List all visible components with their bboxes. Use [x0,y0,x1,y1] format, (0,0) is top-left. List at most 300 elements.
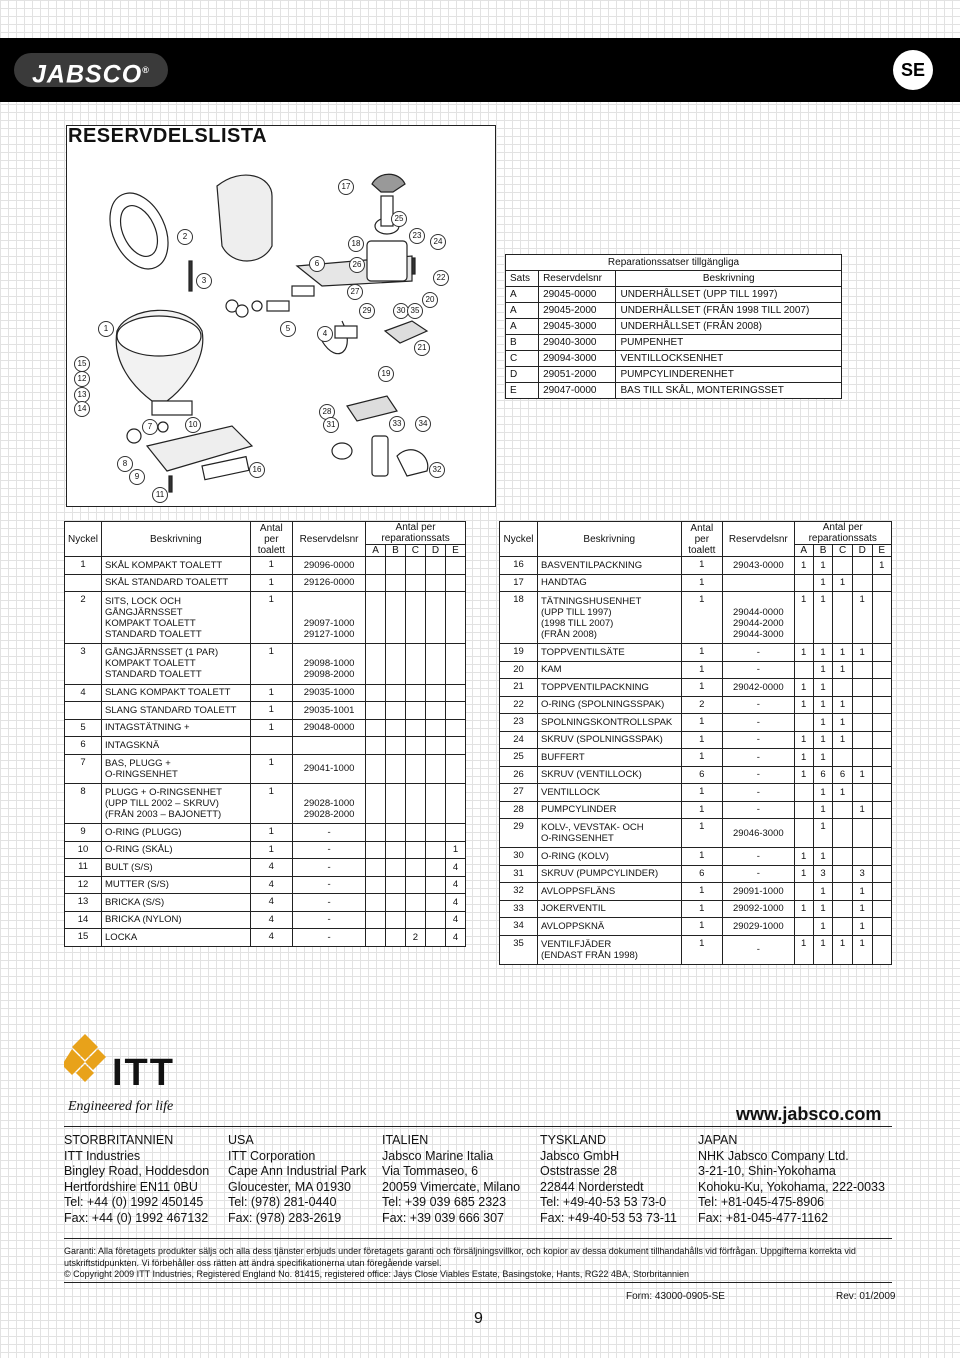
parts-cell-kit [405,644,425,685]
parts-cell-d: PUMPCYLINDER [537,801,681,819]
parts-cell-d: KOLV-, VEVSTAK- OCH O-RINGSENHET [537,819,681,848]
parts-cell-kit [425,859,445,877]
parts-cell-q: 1 [250,841,292,859]
kits-header-cell: Reservdelsnr [539,271,616,287]
parts-cell-q: 4 [250,911,292,929]
kit-cell: UNDERHÅLLSET (UPP TILL 1997) [616,287,842,303]
parts-cell-kit [405,684,425,702]
parts-cell-kit: 6 [833,766,853,784]
parts-cell-kit: 2 [405,929,425,947]
parts-row [65,841,466,859]
callout-19: 19 [378,366,394,382]
kit-letter: D [425,545,445,557]
parts-cell-kit: 1 [794,766,813,784]
parts-cell-kit: 1 [833,644,853,662]
parts-cell-q: 1 [681,644,723,662]
itt-logo-mark [64,1032,106,1084]
parts-row [65,592,466,644]
parts-cell-kit: 1 [852,644,872,662]
parts-row [65,754,466,783]
copyright-text: © Copyright 2009 ITT Industries, Registered England No. 81415, registered office: Jays Close Viables Estate, Basingstoke, Hants, RG22 4BA, Storbritannien [64,1269,689,1279]
parts-cell-p: - [723,661,794,679]
parts-cell-kit [852,731,872,749]
parts-cell-d: JOKERVENTIL [537,900,681,918]
kit-letter: B [813,545,832,557]
parts-cell-p: - [723,766,794,784]
callout-7: 7 [142,419,158,435]
kit-letter: C [405,545,425,557]
parts-cell-kit: 1 [833,935,853,964]
parts-header-row [65,522,466,545]
parts-cell-k: 25 [500,749,538,767]
parts-cell-kit [385,592,405,644]
kits-header-cell: Sats [506,271,539,287]
parts-cell-q: 1 [681,714,723,732]
divider [64,1238,892,1239]
parts-cell-kit [446,574,466,592]
divider [64,1282,892,1283]
legal-notice [64,1246,894,1281]
parts-cell-kit [446,644,466,685]
parts-cell-kit: 1 [813,935,832,964]
parts-cell-q: 6 [681,766,723,784]
parts-cell-d: SKRUV (VENTILLOCK) [537,766,681,784]
callout-18: 18 [348,236,364,252]
parts-cell-kit: 1 [813,696,832,714]
kit-row [506,367,842,383]
parts-cell-p: 29048-0000 [293,719,366,737]
parts-cell-kit [833,900,853,918]
office-column [382,1133,520,1227]
parts-cell-q: 1 [250,574,292,592]
callout-24: 24 [430,234,446,250]
parts-cell-kit: 1 [446,841,466,859]
parts-cell-kit: 1 [833,714,853,732]
parts-cell-kit [833,749,853,767]
parts-cell-kit [425,702,445,720]
itt-tagline: Engineered for life [68,1099,174,1114]
office-line: Gloucester, MA 01930 [228,1179,351,1194]
parts-row [65,644,466,685]
parts-cell-kit: 1 [794,557,813,575]
parts-cell-kit: 1 [833,696,853,714]
parts-cell-p: 29092-1000 [723,900,794,918]
office-line: Cape Ann Industrial Park [228,1164,367,1179]
parts-cell-q: 6 [681,865,723,883]
parts-cell-kit: 3 [813,865,832,883]
office-line: NHK Jabsco Company Ltd. [698,1148,849,1163]
parts-cell-p: - [723,731,794,749]
parts-cell-kit: 1 [833,574,853,592]
parts-cell-kit: 1 [794,749,813,767]
parts-cell-kit [872,766,892,784]
parts-cell-kit: 1 [813,714,832,732]
parts-cell-kit [872,661,892,679]
parts-cell-d: BAS, PLUGG + O-RINGSENHET [102,754,251,783]
kit-letter: C [833,545,853,557]
parts-cell-kit: 1 [852,801,872,819]
kit-cell: B [506,335,539,351]
parts-cell-kit [425,684,445,702]
office-column [698,1133,885,1227]
parts-cell-k: 13 [65,894,102,912]
parts-cell-kit [425,929,445,947]
parts-cell-d: O-RING (SKÅL) [102,841,251,859]
parts-cell-d: SKÅL STANDARD TOALETT [102,574,251,592]
parts-cell-kit [405,841,425,859]
parts-cell-kit [366,894,386,912]
parts-cell-kit [833,848,853,866]
parts-cell-kit [405,702,425,720]
callout-2: 2 [177,229,193,245]
parts-cell-kit [425,719,445,737]
parts-cell-kit [405,737,425,755]
parts-cell-k: 23 [500,714,538,732]
parts-cell-q: 1 [681,918,723,936]
kit-letter: B [385,545,405,557]
parts-cell-k: 12 [65,876,102,894]
parts-row [65,929,466,947]
parts-row [65,557,466,575]
parts-cell-k: 22 [500,696,538,714]
parts-cell-kit: 6 [813,766,832,784]
parts-cell-kit: 1 [813,574,832,592]
callout-3: 3 [196,273,212,289]
parts-header-qty: Antal per toalett [250,522,292,557]
parts-cell-kit [405,574,425,592]
parts-cell-kit [385,557,405,575]
parts-row [65,702,466,720]
parts-cell-kit [405,557,425,575]
parts-cell-kit [366,557,386,575]
parts-row [65,911,466,929]
parts-cell-kit [385,894,405,912]
parts-cell-q: 4 [250,859,292,877]
parts-cell-kit: 4 [446,859,466,877]
kit-cell: 29045-2000 [539,303,616,319]
parts-row [500,679,892,697]
office-line: Jabsco Marine Italia [382,1148,494,1163]
parts-header-part: Reservdelsnr [723,522,794,557]
parts-row [65,684,466,702]
parts-cell-q: 1 [250,783,292,824]
parts-cell-k: 24 [500,731,538,749]
parts-cell-kit [852,784,872,802]
kit-row [506,335,842,351]
parts-cell-kit: 1 [813,848,832,866]
parts-cell-kit: 1 [833,661,853,679]
parts-row [500,731,892,749]
parts-cell-kit [852,679,872,697]
parts-cell-p: - [293,841,366,859]
parts-cell-kit: 1 [794,935,813,964]
parts-cell-kit [852,696,872,714]
parts-cell-kit [425,783,445,824]
office-line: Fax: +49-40-53 53 73-11 [540,1210,678,1225]
kit-letter: D [852,545,872,557]
callout-28: 28 [319,404,335,420]
parts-cell-kit [872,883,892,901]
parts-cell-kit: 1 [852,766,872,784]
kit-letter: E [446,545,466,557]
parts-cell-kit [872,935,892,964]
kit-cell: PUMPENHET [616,335,842,351]
parts-cell-kit [872,679,892,697]
parts-cell-k: 14 [65,911,102,929]
parts-cell-kit [794,819,813,848]
parts-cell-q: 1 [681,749,723,767]
kit-cell: UNDERHÅLLSET (FRÅN 1998 TILL 2007) [616,303,842,319]
parts-cell-kit [794,883,813,901]
parts-row [500,784,892,802]
parts-row [500,749,892,767]
callout-35: 35 [407,303,423,319]
callout-27: 27 [347,284,363,300]
parts-cell-kit [872,644,892,662]
parts-cell-kit: 1 [813,883,832,901]
parts-cell-k: 26 [500,766,538,784]
parts-cell-kit [366,754,386,783]
parts-cell-kit [366,911,386,929]
parts-cell-k: 21 [500,679,538,697]
parts-cell-kit [794,784,813,802]
callout-21: 21 [414,340,430,356]
parts-row [500,592,892,644]
parts-cell-q: 1 [681,848,723,866]
parts-cell-q: 1 [250,684,292,702]
parts-row [65,574,466,592]
parts-cell-kit [425,737,445,755]
parts-cell-q: 4 [250,929,292,947]
parts-cell-k: 3 [65,644,102,685]
parts-cell-kit [872,900,892,918]
divider [64,1126,892,1127]
callout-16: 16 [249,462,265,478]
parts-cell-q: 1 [250,644,292,685]
parts-cell-p: 29098-1000 29098-2000 [293,644,366,685]
callout-10: 10 [185,417,201,433]
parts-cell-kit: 4 [446,894,466,912]
parts-row [500,661,892,679]
office-line: Tel: +49-40-53 53 73-0 [540,1195,667,1210]
parts-cell-kit [385,644,405,685]
parts-cell-kit: 1 [852,900,872,918]
parts-cell-p: 29096-0000 [293,557,366,575]
parts-cell-k: 9 [65,824,102,842]
parts-cell-kit: 1 [813,731,832,749]
parts-cell-d: HANDTAG [537,574,681,592]
parts-cell-kit [446,737,466,755]
parts-cell-p [293,737,366,755]
parts-cell-q: 1 [681,574,723,592]
parts-cell-kit [366,824,386,842]
parts-cell-kit [385,876,405,894]
office-line: Fax: +44 (0) 1992 467132 [64,1210,209,1225]
callout-29: 29 [359,303,375,319]
parts-cell-kit [385,911,405,929]
kit-row [506,287,842,303]
parts-cell-kit: 1 [813,918,832,936]
parts-cell-p: - [723,935,794,964]
callout-17: 17 [338,179,354,195]
parts-cell-p: 29043-0000 [723,557,794,575]
website-link[interactable]: www.jabsco.com [736,1104,882,1124]
parts-cell-k: 17 [500,574,538,592]
kit-letter: A [366,545,386,557]
parts-cell-kit [366,859,386,877]
parts-cell-kit [446,824,466,842]
parts-cell-kit [852,574,872,592]
parts-cell-kit [833,819,853,848]
office-line: Fax: +81-045-477-1162 [698,1210,829,1225]
parts-cell-kit [446,684,466,702]
parts-row [500,918,892,936]
kit-cell: A [506,303,539,319]
parts-cell-k [65,702,102,720]
kit-row [506,319,842,335]
callout-26: 26 [349,257,365,273]
parts-cell-kit [872,784,892,802]
parts-cell-k: 34 [500,918,538,936]
language-badge: SE [893,50,933,90]
parts-cell-kit [833,801,853,819]
callout-6: 6 [309,256,325,272]
kit-cell: 29045-3000 [539,319,616,335]
parts-cell-p [723,574,794,592]
parts-cell-kit [446,783,466,824]
parts-row [65,783,466,824]
parts-cell-kit [366,592,386,644]
parts-cell-kit [405,894,425,912]
kit-letter: E [872,545,892,557]
parts-cell-kit: 1 [813,749,832,767]
parts-cell-k: 32 [500,883,538,901]
parts-row [500,819,892,848]
office-line: 3-21-10, Shin-Yokohama [698,1164,836,1179]
parts-cell-kit [366,644,386,685]
repair-kits-table [505,254,842,399]
parts-cell-kit: 1 [794,848,813,866]
parts-cell-kit [794,801,813,819]
parts-cell-p: 29029-1000 [723,918,794,936]
callout-11: 11 [152,487,168,503]
parts-cell-kit [425,557,445,575]
parts-cell-p: 29028-1000 29028-2000 [293,783,366,824]
office-line: Kohoku-Ku, Yokohama, 222-0033 [698,1179,885,1194]
office-line: Tel: +44 (0) 1992 450145 [64,1195,204,1210]
parts-row [500,865,892,883]
parts-row [65,859,466,877]
parts-cell-kit: 1 [813,679,832,697]
parts-cell-p: - [723,714,794,732]
parts-cell-kit [852,749,872,767]
parts-cell-d: AVLOPPSFLÄNS [537,883,681,901]
parts-cell-kit [852,557,872,575]
revision: Rev: 01/2009 [836,1291,896,1302]
callout-14: 14 [74,401,90,417]
parts-cell-k: 29 [500,819,538,848]
callout-20: 20 [422,292,438,308]
kit-row [506,351,842,367]
parts-row [500,848,892,866]
parts-cell-kit [852,714,872,732]
kit-row [506,303,842,319]
callout-23: 23 [409,228,425,244]
parts-cell-d: AVLOPPSKNÄ [537,918,681,936]
parts-row [65,719,466,737]
parts-cell-q: 1 [681,935,723,964]
office-line: Tel: +81-045-475-8906 [698,1195,825,1210]
parts-cell-k: 30 [500,848,538,866]
parts-cell-kit [872,574,892,592]
kit-cell: 29045-0000 [539,287,616,303]
parts-cell-kit [833,679,853,697]
parts-cell-kit [405,859,425,877]
page-number: 9 [474,1310,483,1327]
parts-cell-kit [425,876,445,894]
parts-cell-kit [385,684,405,702]
parts-cell-k: 28 [500,801,538,819]
parts-cell-d: SITS, LOCK OCH GÅNGJÄRNSSET KOMPAKT TOALETT STANDARD TOALETT [102,592,251,644]
parts-cell-kit [405,876,425,894]
parts-cell-kit [872,848,892,866]
parts-cell-p: - [723,644,794,662]
parts-cell-kit [385,859,405,877]
parts-row [65,824,466,842]
parts-table-left [64,521,466,947]
kit-cell: 29094-3000 [539,351,616,367]
parts-cell-q: 1 [250,824,292,842]
parts-cell-p: - [723,784,794,802]
office-line: ITT Corporation [228,1148,316,1163]
office-line: 20059 Vimercate, Milano [382,1179,521,1194]
parts-cell-kit [405,754,425,783]
parts-cell-q: 1 [250,754,292,783]
parts-cell-d: TÄTNINGSHUSENHET (UPP TILL 1997) (1998 TILL 2007) (FRÅN 2008) [537,592,681,644]
parts-cell-q: 1 [250,719,292,737]
office-line: Oststrasse 28 [540,1164,618,1179]
callout-25: 25 [391,211,407,227]
office-line: Tel: +39 039 685 2323 [382,1195,507,1210]
parts-cell-kit [446,702,466,720]
parts-cell-p: - [293,894,366,912]
jabsco-logo: JABSCO® [14,53,168,87]
parts-cell-q [250,737,292,755]
parts-cell-kit [366,841,386,859]
parts-cell-k: 6 [65,737,102,755]
parts-cell-kit [366,719,386,737]
parts-cell-k: 10 [65,841,102,859]
parts-cell-q: 1 [681,784,723,802]
parts-cell-kit [425,592,445,644]
parts-cell-kit [872,819,892,848]
parts-cell-d: BRICKA (NYLON) [102,911,251,929]
parts-cell-q: 1 [250,702,292,720]
parts-cell-kit: 3 [852,865,872,883]
parts-header-key: Nyckel [500,522,538,557]
parts-row [500,574,892,592]
parts-cell-kit [366,684,386,702]
parts-cell-p: 29044-0000 29044-2000 29044-3000 [723,592,794,644]
parts-header-kit: Antal per reparationssats [366,522,466,545]
parts-cell-p: 29091-1000 [723,883,794,901]
parts-row [500,714,892,732]
parts-cell-kit [385,783,405,824]
parts-cell-p: - [293,876,366,894]
kit-cell: E [506,383,539,399]
parts-cell-p: - [723,865,794,883]
parts-cell-q: 4 [250,876,292,894]
